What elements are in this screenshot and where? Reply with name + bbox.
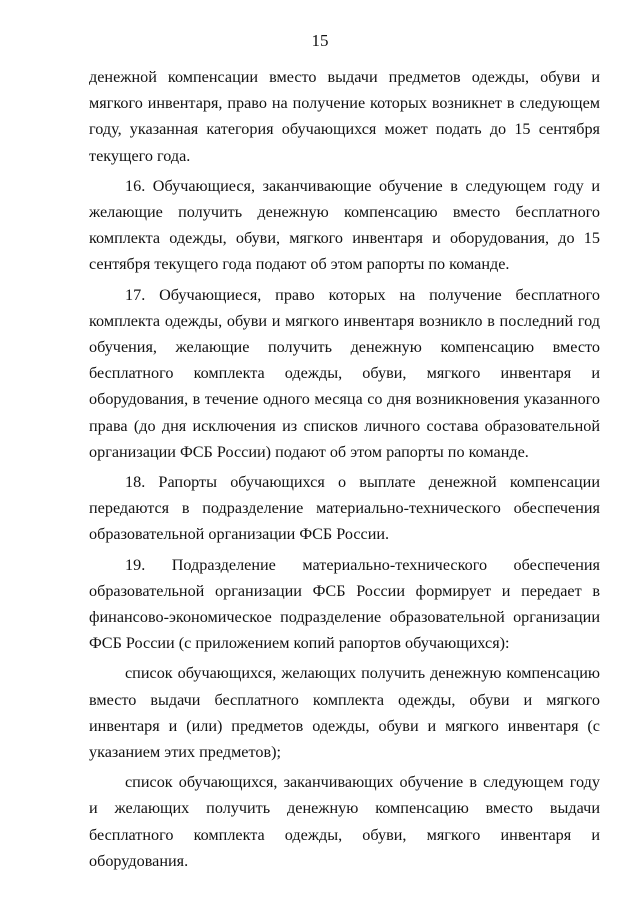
- paragraph-17: 17. Обучающиеся, право которых на получение бесплатного комплекта одежды, обуви и мягкого инвентаря возникло в последний год обучения, желающие получить денежную компенсацию вместо бесплатного комплекта одежды, обуви, мягкого инвентаря и оборудования, в течение одного месяца со дня возникновения указанного права (до дня исключения из списков личного состава образовательной организации ФСБ России) подают об этом рапорты по команде.: [89, 285, 600, 461]
- page-number: 15: [311, 31, 329, 50]
- list-item-compensation-request: список обучающихся, желающих получить денежную компенсацию вместо выдачи бесплатного комплекта одежды, обуви и мягкого инвентаря и (или) предметов одежды, обуви и мягкого инвентаря (с указанием этих предметов);: [89, 664, 600, 762]
- paragraph-18: 18. Рапорты обучающихся о выплате денежной компенсации передаются в подразделение материально-технического обеспечения образовательной организации ФСБ России.: [89, 473, 600, 544]
- paragraph-19: 19. Подразделение материально-технического обеспечения образовательной организации ФСБ России формирует и передает в финансово-экономическое подразделение образовательной организации ФСБ России (с приложением копий рапортов обучающихся):: [89, 555, 600, 653]
- paragraph-16: 16. Обучающиеся, заканчивающие обучение в следующем году и желающие получить денежную компенсацию вместо бесплатного комплекта одежды, обуви, мягкого инвентаря и оборудования, до 15 сентября текущего года подают об этом рапорты по команде.: [89, 176, 600, 274]
- document-body: [89, 64, 600, 874]
- paragraph-continuation: денежной компенсации вместо выдачи предметов одежды, обуви и мягкого инвентаря, право на получение которых возникнет в следующем году, указанная категория обучающихся может подать до 15 сентября текущего года.: [89, 68, 600, 165]
- list-item-graduating-students: список обучающихся, заканчивающих обучение в следующем году и желающих получить денежную компенсацию вместо выдачи бесплатного комплекта одежды, обуви, мягкого инвентаря и оборудования.: [89, 773, 600, 870]
